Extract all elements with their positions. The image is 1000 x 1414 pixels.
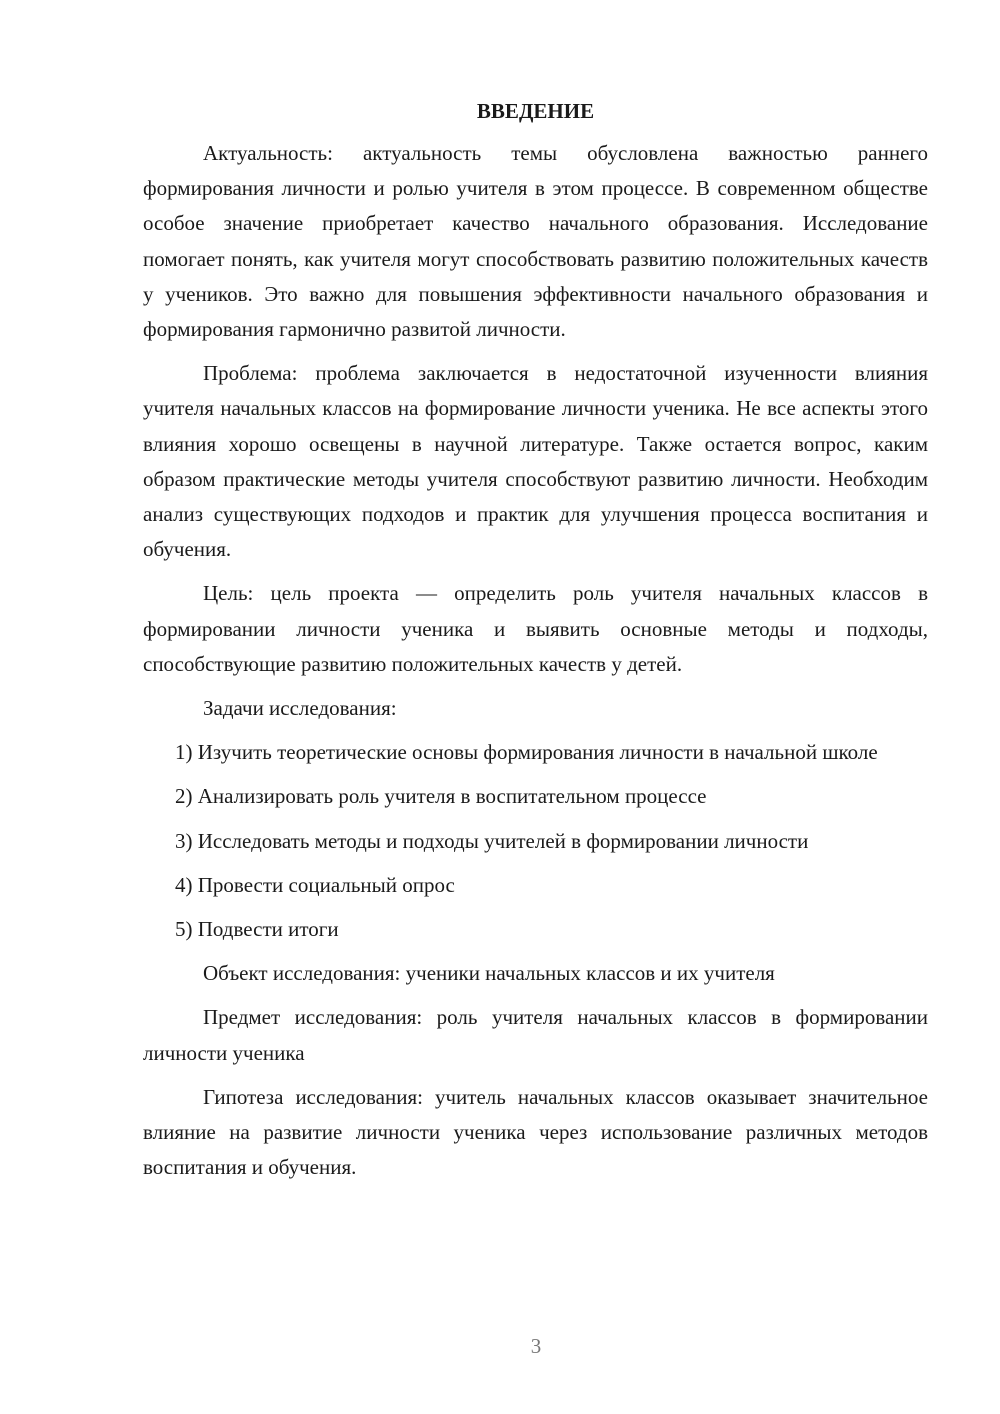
task-item: 4) Провести социальный опрос	[175, 872, 455, 897]
problem-paragraph: Проблема: проблема заключается в недостаточной изученности влияния учителя начальных классов на формирование личности ученика. Не все аспекты этого влияния хорошо освещены в научной литературе. Также остается вопрос, каким образом практические методы учителя способствуют развитию личности. Необходим анализ существующих подходов и практик для улучшения процесса воспитания и обучения.	[143, 361, 928, 562]
subject-paragraph: Предмет исследования: роль учителя начальных классов в формировании личности ученика	[143, 1005, 928, 1065]
page-number: 3	[530, 1334, 542, 1358]
task-item: 2) Анализировать роль учителя в воспитательном процессе	[175, 784, 707, 809]
goal-paragraph: Цель: цель проекта — определить роль учителя начальных классов в формировании личности ученика и выявить основные методы и подходы, способствующие развитию положительных качеств у детей.	[143, 581, 928, 676]
tasks-heading: Задачи исследования:	[203, 696, 397, 721]
page-content	[143, 96, 928, 1194]
section-title: ВВЕДЕНИЕ	[476, 99, 595, 123]
hypothesis-paragraph: Гипотеза исследования: учитель начальных классов оказывает значительное влияние на развитие личности ученика через использование различных методов воспитания и обучения.	[143, 1084, 928, 1180]
object-paragraph: Объект исследования: ученики начальных классов и их учителя	[203, 961, 775, 986]
relevance-paragraph: Актуальность: актуальность темы обусловлена важностью раннего формирования личности и ролью учителя в этом процессе. В современном обществе особое значение приобретает качество начального образования. Исследование помогает понять, как учителя могут способствовать развитию положительных качеств у учеников. Это важно для повышения эффективности начального образования и формирования гармонично развитой личности.	[143, 141, 928, 342]
task-item: 1) Изучить теоретические основы формирования личности в начальной школе	[175, 740, 878, 765]
task-item: 5) Подвести итоги	[175, 917, 339, 942]
task-item: 3) Исследовать методы и подходы учителей в формировании личности	[175, 828, 809, 853]
